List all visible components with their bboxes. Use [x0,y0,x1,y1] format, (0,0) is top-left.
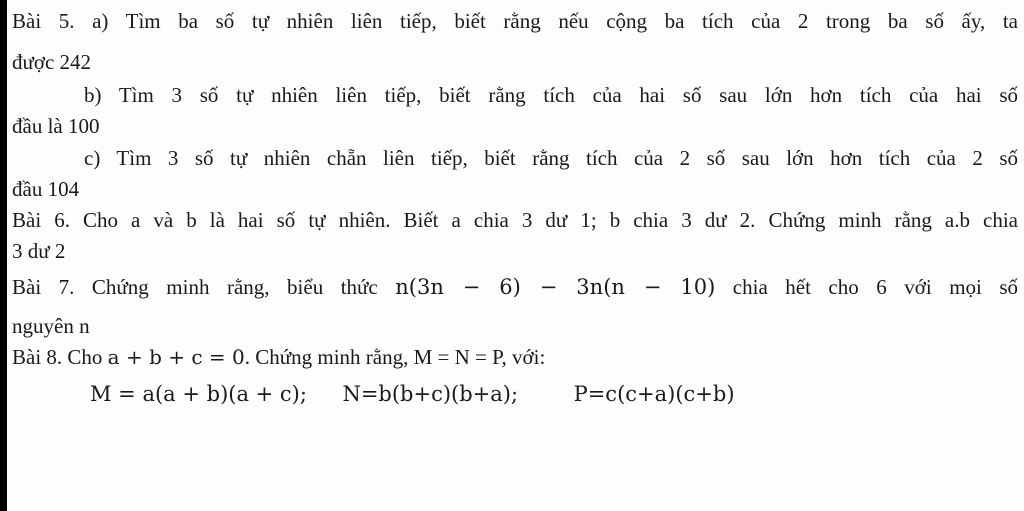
bai5-c-line: c) Tìm 3 số tự nhiên chẵn liên tiếp, biết rằng tích của 2 số sau lớn hơn tích của 2 số [84,146,1018,170]
formula-m: M = a(a + b)(a + c); [90,382,307,406]
bai5-c-continued: đầu 104 [12,177,80,201]
bai8-claim: M = N = P [413,345,502,369]
bai8-prefix: Bài 8. Cho [12,345,103,369]
bai7-suffix: chia hết cho 6 với mọi số [732,275,1019,299]
bai6-continued: 3 dư 2 [12,239,66,263]
bai8-middle: . Chứng minh rằng, [244,345,409,369]
left-edge-bar [0,0,7,511]
bai5-a-continued: được 242 [12,50,92,74]
bai5-b-continued: đầu là 100 [12,114,100,138]
bai7-prefix: Bài 7. Chứng minh rằng, biểu thức [12,275,378,299]
bai6-line: Bài 6. Cho a và b là hai số tự nhiên. Biết a chia 3 dư 1; b chia 3 dư 2. Chứng minh rằng a.b chia [12,208,1018,232]
bai8-line [12,344,545,370]
bai7-line [12,274,1018,300]
bai5-b-line: b) Tìm 3 số tự nhiên liên tiếp, biết rằng tích của hai số sau lớn hơn tích của hai số [84,83,1018,107]
bai5-a-line: Bài 5. a) Tìm ba số tự nhiên liên tiếp, biết rằng nếu cộng ba tích của 2 trong ba số ấy, ta [12,9,1018,33]
formula-n: N=b(b+c)(b+a); [342,382,519,406]
bai8-condition: a + b + c = 0 [107,345,245,369]
bai8-suffix: , với: [501,345,546,369]
bai8-formulas [90,381,735,407]
bai7-continued: nguyên n [12,314,90,338]
bai7-expression: n(3n − 6) − 3n(n − 10) [395,275,716,299]
formula-p: P=c(c+a)(c+b) [573,382,735,406]
